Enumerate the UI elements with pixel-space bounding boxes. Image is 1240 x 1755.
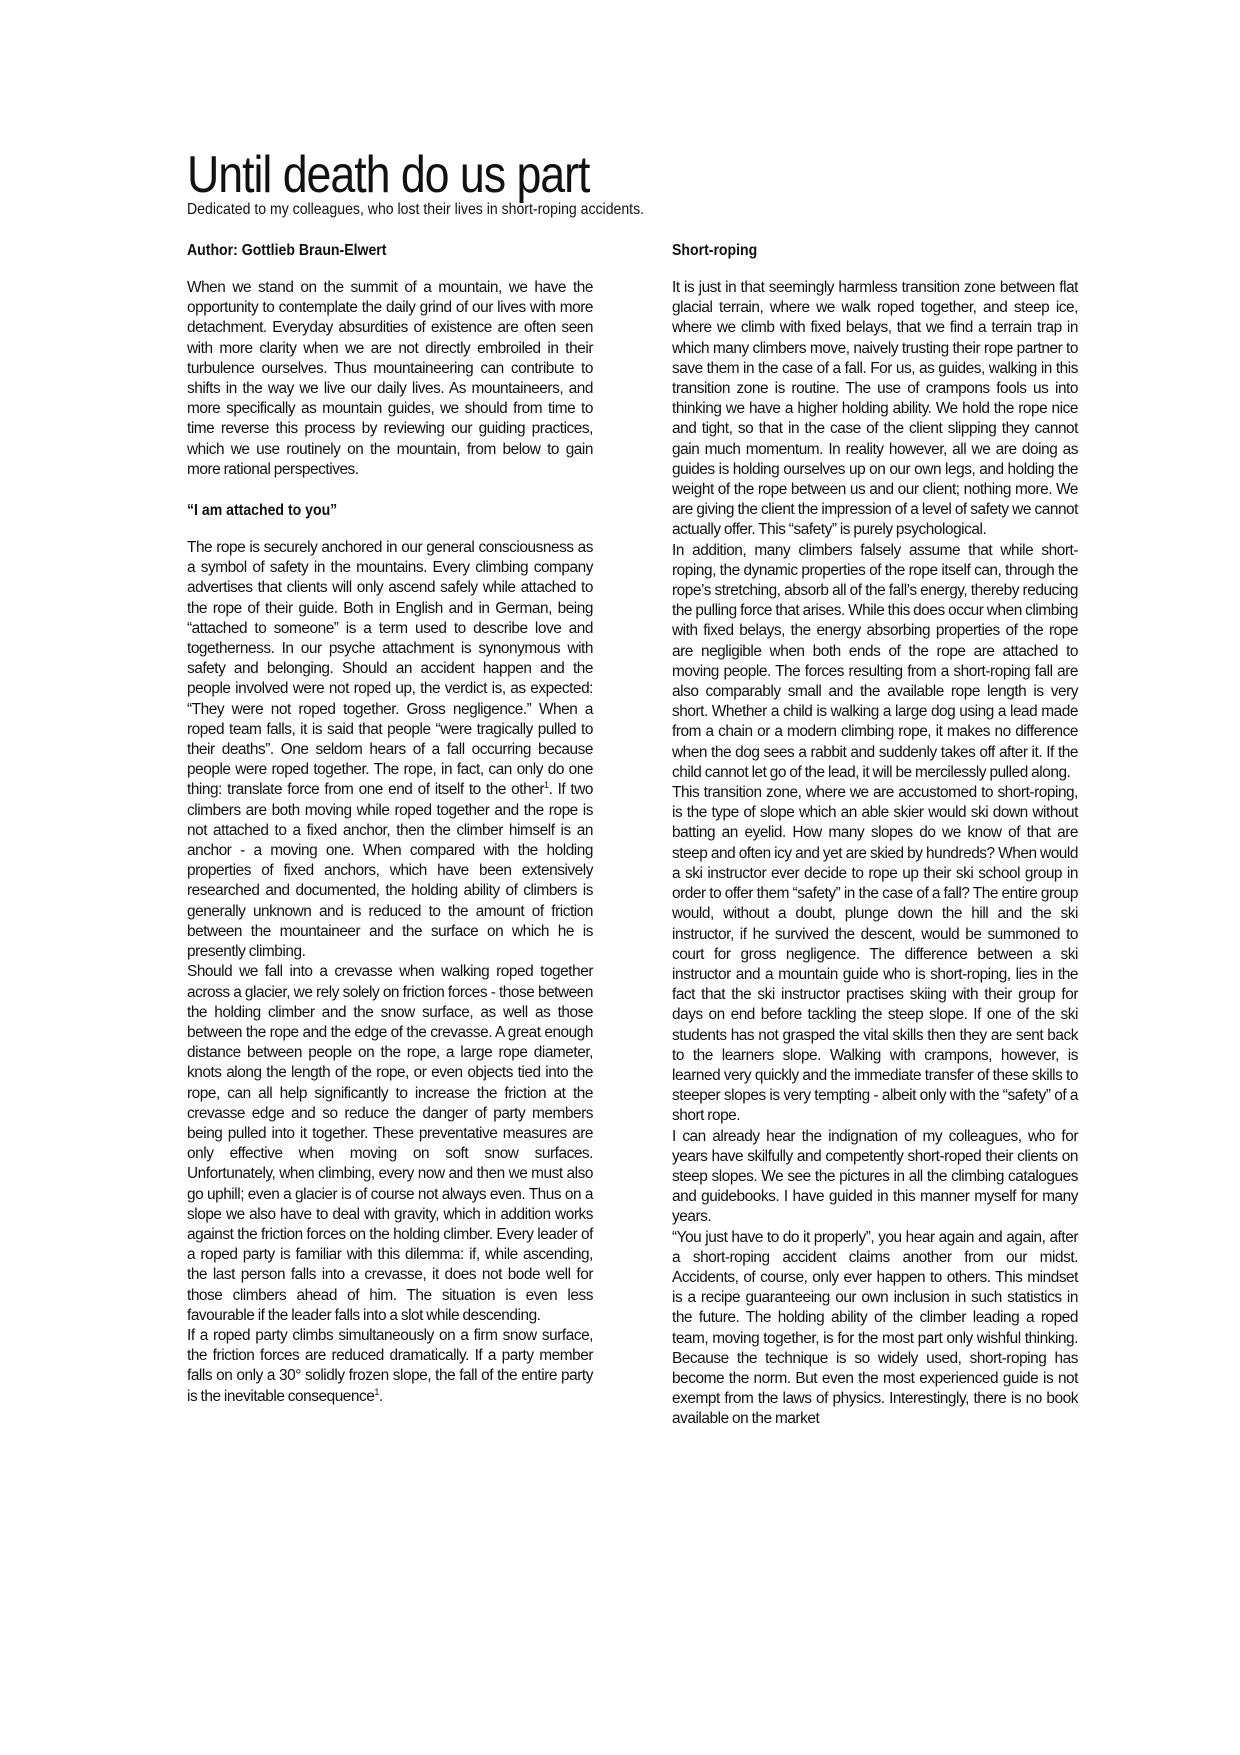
dedication: Dedicated to my colleagues, who lost their lives in short-roping accidents. — [187, 201, 645, 218]
paragraph-attached-1: The rope is securely anchored in our general consciousness as a symbol of safety in the mountains. Every climbing company advertises that clients will only ascend safely while attached to the rope of their guide. Both in English and in German, being “attached to someone” is a term used to describe love and togetherness. In our psyche attachment is synonymous with safety and belonging. Should an accident happen and the people involved were not roped up, the verdict is, as expected: “They were not roped together. Gross negligence.” When a roped team falls, it is said that people “were tragically pulled to their deaths”. One seldom hears of a fall occurring because people were roped together. The rope, in fact, can only do one thing: translate force from one end of itself to the other$^1$. If two climbers are both moving while roped together and the rope is not attached to a fixed anchor, then the climber himself is an anchor - a moving one. When compared with the holding properties of fixed anchors, which have been extensively researched and documented, the holding ability of climbers is generally unknown and is reduced to the amount of friction between the mountaineer and the surface on which he is presently climbing. — [187, 539, 593, 961]
footnote-marker: 1 — [374, 1386, 379, 1397]
footnote-marker: 1 — [544, 780, 549, 791]
paragraph-short-roping-2: In addition, many climbers falsely assume that while short-roping, the dynamic properties of the rope itself can, through the rope’s stretching, absorb all of the fall’s energy, thereby reducing the pulling force that arises. While this does occur when climbing with fixed belays, the energy absorbing properties of the rope are negligible when both ends of the rope are attached to moving people. The forces resulting from a short-roping fall are also comparably small and the available rope length is very short. Whether a child is walking a large dog using a lead made from a chain or a modern climbing rope, it makes no difference when the dog sees a rabbit and suddenly takes off after it. If the child cannot let go of the lead, it will be mercilessly pulled along. — [672, 541, 1078, 781]
paragraph-short-roping-3: This transition zone, where we are accustomed to short-roping, is the type of slope which an able skier would ski down without batting an eyelid. How many slopes do we know of that are steep and often icy and yet are skied by hundreds? When would a ski instructor ever decide to rope up their ski school group in order to offer them “safety” in the case of a fall? The entire group would, without a doubt, plunge down the hill and the ski instructor, if he survived the descent, would be summoned to court for gross negligence. The difference between a ski instructor and a mountain guide who is short-roping, lies in the fact that the ski instructor practises skiing with their group for days on end before tackling the steep slope. If one of the ski students has not grasped the vital skills then they are sent back to the learners slope. Walking with crampons, however, is learned very quickly and the immediate transfer of these skills to steeper slopes is very tempting - albeit only with the “safety” of a short rope. — [672, 784, 1078, 1125]
author-line: Author: Gottlieb Braun-Elwert — [187, 242, 387, 259]
paragraph-attached-3: If a roped party climbs simultaneously on a firm snow surface, the friction forces are reduced dramatically. If a party member falls on only a 30° solidly frozen slope, the fall of the entire party is the inevitable consequence$^1$. — [187, 1326, 593, 1405]
page-title: Until death do us part — [187, 146, 590, 204]
section-heading-short-roping: Short-roping — [672, 242, 758, 259]
paragraph-short-roping-4: I can already hear the indignation of my colleagues, who for years have skilfully and competently short-roped their clients on steep slopes. We see the pictures in all the climbing catalogues and guidebooks. I have guided in this manner myself for many years. — [672, 1127, 1078, 1226]
intro-paragraph: When we stand on the summit of a mountain, we have the opportunity to contemplate the daily grind of our lives with more detachment. Everyday absurdities of existence are often seen with more clarity when we are not directly embroiled in their turbulence ourselves. Thus mountaineering can contribute to shifts in the way we live our daily lives. As mountaineers, and more specifically as mountain guides, we should from time to time reverse this process by reviewing our guiding practices, which we use routinely on the mountain, from below to gain more rational perspectives. — [187, 279, 593, 478]
paragraph-attached-2: Should we fall into a crevasse when walking roped together across a glacier, we rely solely on friction forces - those between the holding climber and the snow surface, as well as those between the rope and the edge of the crevasse. A great enough distance between people on the rope, a large rope diameter, knots along the length of the rope, or even objects tied into the rope, can all help significantly to increase the friction at the crevasse edge and so reduce the danger of party members being pulled into it together. These preventative measures are only effective when moving on soft snow surfaces. Unfortunately, when climbing, every now and then we must also go uphill; even a glacier is of course not always even. Thus on a slope we also have to deal with gravity, which in addition works against the friction forces on the holding climber. Every leader of a roped party is familiar with this dilemma: if, while ascending, the last person falls into a crevasse, it does not bode well for those climbers ahead of him. The situation is even less favourable if the leader falls into a slot while descending. — [187, 963, 593, 1324]
right-column — [672, 240, 1078, 1430]
paragraph-short-roping-1: It is just in that seemingly harmless transition zone between flat glacial terrain, where we walk roped together, and steep ice, where we climb with fixed belays, that we find a terrain trap in which many climbers move, naively trusting their rope partner to save them in the case of a fall. For us, as guides, walking in this transition zone is routine. The use of crampons fools us into thinking we have a higher holding ability. We hold the rope nice and tight, so that in the case of the client slipping they cannot gain much momentum. In reality however, all we are doing as guides is holding ourselves up on our own legs, and holding the weight of the rope between us and our client; nothing more. We are giving the client the impression of a level of safety we cannot actually offer. This “safety” is purely psychological. — [672, 279, 1078, 539]
section-heading-attached: “I am attached to you” — [187, 502, 338, 520]
left-column — [187, 240, 593, 1407]
paragraph-short-roping-5: “You just have to do it properly”, you hear again and again, after a short-roping accident claims another from our midst. Accidents, of course, only ever happen to others. This mindset is a recipe guaranteeing our own inclusion in such statistics in the future. The holding ability of the climber leading a roped team, moving together, is for the most part only wishful thinking. Because the technique is so widely used, short-roping has become the norm. But even the most experienced guide is not exempt from the laws of physics. Interestingly, there is no book available on the market — [672, 1228, 1078, 1428]
